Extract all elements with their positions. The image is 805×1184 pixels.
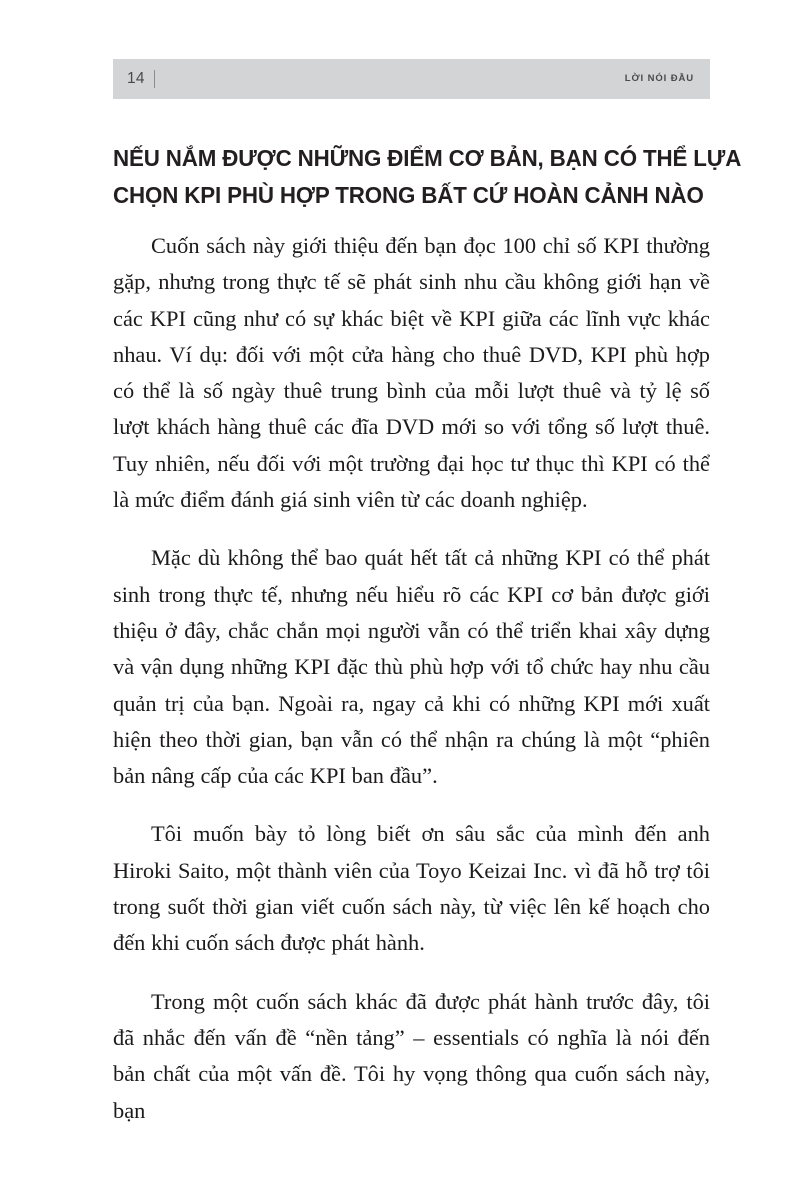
paragraph: Tôi muốn bày tỏ lòng biết ơn sâu sắc của mình đến anh Hiroki Saito, một thành viên của Toyo Keizai Inc. vì đã hỗ trợ tôi trong suốt thời gian viết cuốn sách này, từ việc lên kế hoạch cho đến khi cuốn sách được phát hành.	[113, 821, 710, 956]
page-number: 14	[127, 70, 145, 88]
page-title-line-1: NẾU NẮM ĐƯỢC NHỮNG ĐIỂM CƠ BẢN, BẠN CÓ THỂ LỰA	[113, 144, 742, 171]
body-text	[113, 228, 710, 1129]
page-title	[113, 140, 742, 214]
running-header	[113, 59, 710, 99]
folio-divider	[154, 70, 155, 88]
paragraph: Trong một cuốn sách khác đã được phát hành trước đây, tôi đã nhắc đến vấn đề “nền tảng” – essentials có nghĩa là nói đến bản chất của một vấn đề. Tôi hy vọng thông qua cuốn sách này, bạn	[113, 988, 710, 1123]
paragraph: Cuốn sách này giới thiệu đến bạn đọc 100 chỉ số KPI thường gặp, nhưng trong thực tế sẽ phát sinh nhu cầu không giới hạn về các KPI cũng như có sự khác biệt về KPI giữa các lĩnh vực khác nhau. Ví dụ: đối với một cửa hàng cho thuê DVD, KPI phù hợp có thể là số ngày thuê trung bình của mỗi lượt thuê và tỷ lệ số lượt khách hàng thuê các đĩa DVD mới so với tổng số lượt thuê. Tuy nhiên, nếu đối với một trường đại học tư thục thì KPI có thể là mức điểm đánh giá sinh viên từ các doanh nghiệp.	[113, 233, 710, 513]
paragraph: Mặc dù không thể bao quát hết tất cả những KPI có thể phát sinh trong thực tế, nhưng nếu hiểu rõ các KPI cơ bản được giới thiệu ở đây, chắc chắn mọi người vẫn có thể triển khai xây dựng và vận dụng những KPI đặc thù phù hợp với tổ chức hay nhu cầu quản trị của bạn. Ngoài ra, ngay cả khi có những KPI mới xuất hiện theo thời gian, bạn vẫn có thể nhận ra chúng là một “phiên bản nâng cấp của các KPI ban đầu”.	[113, 545, 710, 789]
folio-group	[127, 70, 155, 88]
page-title-line-2: CHỌN KPI PHÙ HỢP TRONG BẤT CỨ HOÀN CẢNH NÀO	[113, 181, 704, 208]
running-head-title: LỜI NÓI ĐẦU	[624, 73, 694, 85]
